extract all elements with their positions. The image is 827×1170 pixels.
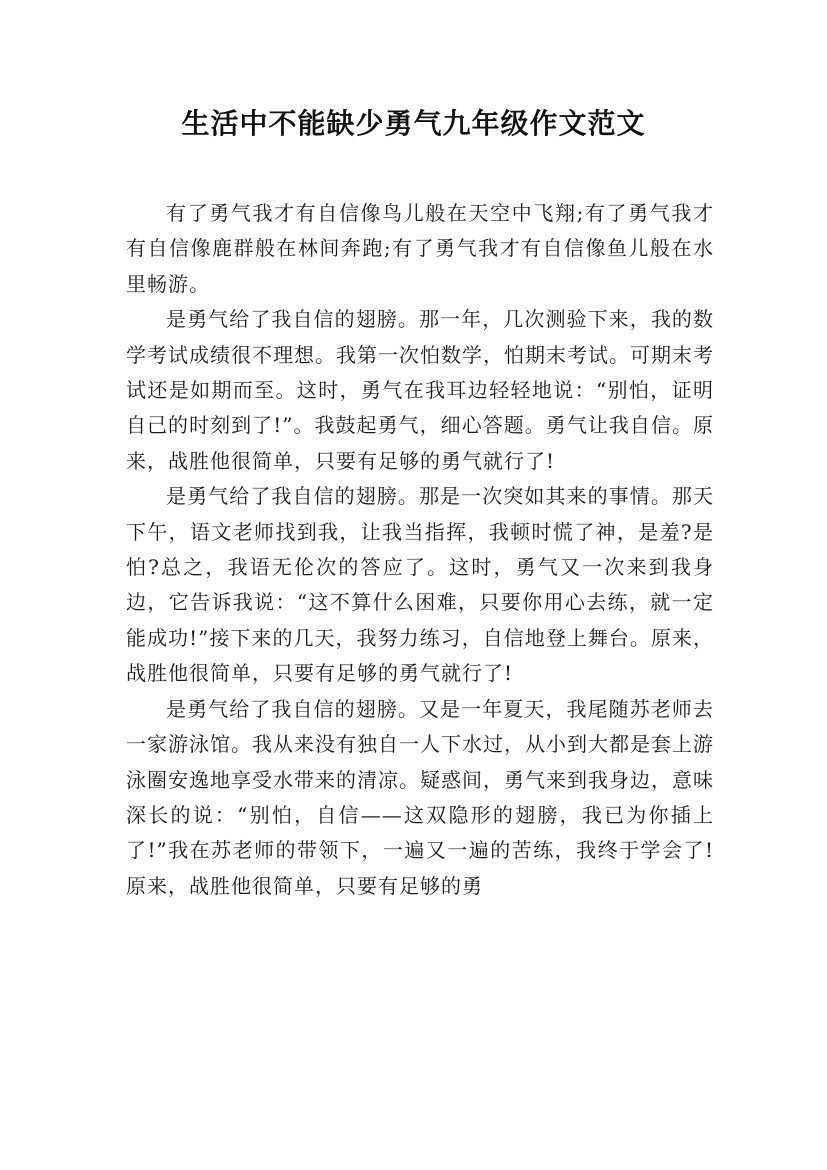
document-title: 生活中不能缺少勇气九年级作文范文 — [181, 107, 646, 140]
paragraph-2: 是勇气给了我自信的翅膀。那一年，几次测验下来，我的数学考试成绩很不理想。我第一次怕数学，怕期末考试。可期末考试还是如期而至。这时，勇气在我耳边轻轻地说：“别怕，证明自己的时刻到了!”。我鼓起勇气，细心答题。勇气让我自信。原来，战胜他很简单，只要有足够的勇气就行了! — [126, 307, 714, 473]
paragraph-3: 是勇气给了我自信的翅膀。那是一次突如其来的事情。那天下午，语文老师找到我，让我当指挥，我顿时慌了神，是羞?是怕?总之，我语无伦次的答应了。这时，勇气又一次来到我身边，它告诉我说：“这不算什么困难，只要你用心去练，就一定能成功!”接下来的几天，我努力练习，自信地登上舞台。原来，战胜他很简单，只要有足够的勇气就行了! — [126, 484, 714, 686]
paragraph-4: 是勇气给了我自信的翅膀。又是一年夏天，我尾随苏老师去一家游泳馆。我从来没有独自一人下水过，从小到大都是套上游泳圈安逸地享受水带来的清凉。疑惑间，勇气来到我身边，意味深长的说：“别怕，自信——这双隐形的翅膀，我已为你插上了!”我在苏老师的带领下，一遍又一遍的苦练，我终于学会了!原来，战胜他很简单，只要有足够的勇 — [126, 696, 714, 898]
paragraph-1: 有了勇气我才有自信像鸟儿般在天空中飞翔;有了勇气我才有自信像鹿群般在林间奔跑;有了勇气我才有自信像鱼儿般在水里畅游。 — [126, 201, 714, 296]
document-body — [126, 196, 714, 904]
